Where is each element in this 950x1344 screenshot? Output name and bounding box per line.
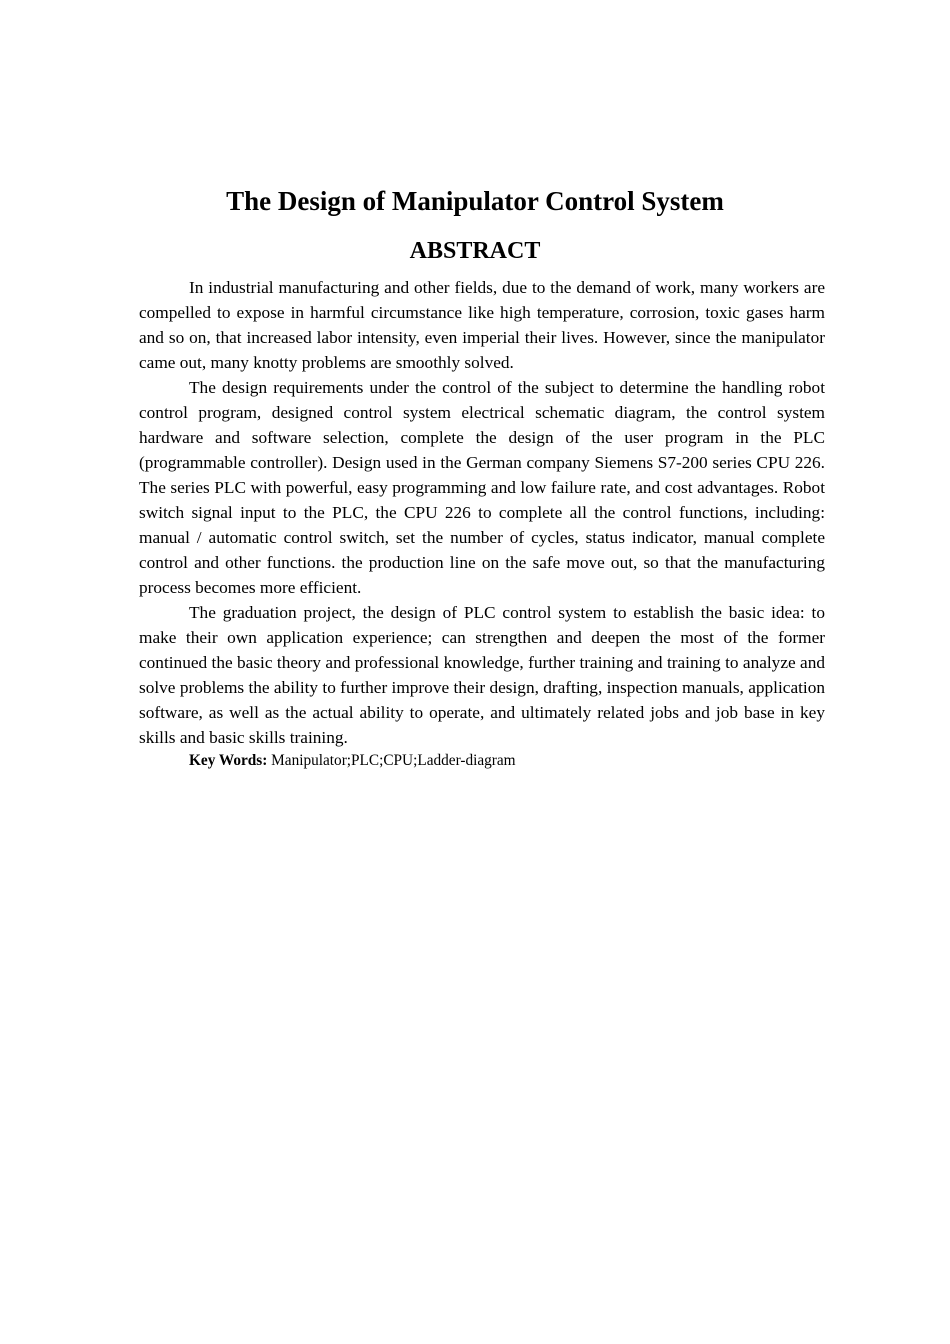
abstract-heading: ABSTRACT [409, 238, 541, 264]
abstract-paragraph-2: The design requirements under the control of the subject to determine the handling robot control program, designed control system electrical schematic diagram, the control system hardware and software selection, complete the design of the user program in the PLC (programmable controller). Design used in the German company Siemens S7-200 series CPU 226. The series PLC with powerful, easy programming and low failure rate, and cost advantages. Robot switch signal input to the PLC, the CPU 226 to complete all the control functions, including: manual / automatic control switch, set the number of cycles, status indicator, manual complete control and other functions. the production line on the safe move out, so that the manufacturing process becomes more efficient. [139, 378, 825, 597]
document-title: The Design of Manipulator Control System [226, 186, 724, 216]
abstract-paragraph-1: In industrial manufacturing and other fields, due to the demand of work, many workers are compelled to expose in harmful circumstance like high temperature, corrosion, toxic gases harm and so on, that increased labor intensity, even imperial their lives. However, since the manipulator came out, many knotty problems are smoothly solved. [139, 278, 825, 372]
keywords-line [139, 750, 825, 772]
abstract-paragraph-3: The graduation project, the design of PLC control system to establish the basic idea: to make their own application experience; can strengthen and deepen the most of the former continued the basic theory and professional knowledge, further training and training to analyze and solve problems the ability to further improve their design, drafting, inspection manuals, application software, as well as the actual ability to operate, and ultimately related jobs and job base in key skills and basic skills training. [139, 603, 825, 747]
keywords-value: Manipulator;PLC;CPU;Ladder-diagram [271, 752, 516, 769]
keywords-label: Key Words: [189, 752, 268, 769]
abstract-body [139, 275, 825, 772]
